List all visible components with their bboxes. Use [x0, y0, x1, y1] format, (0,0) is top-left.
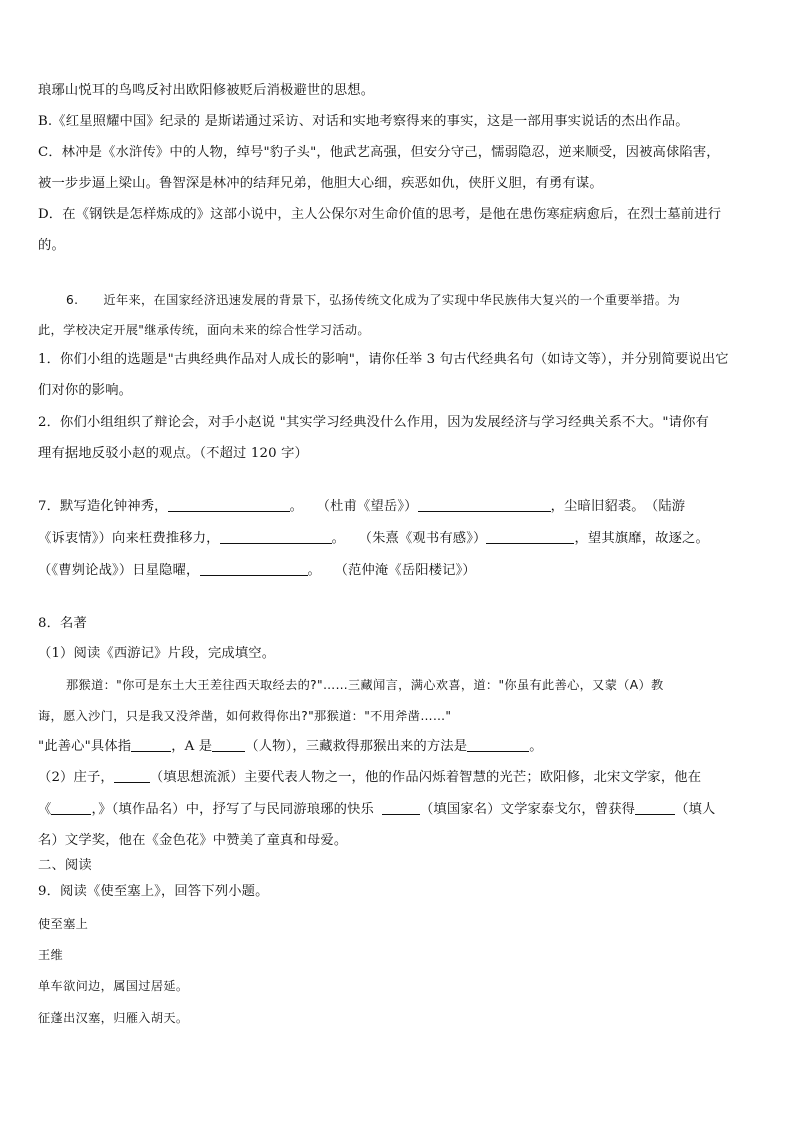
q7-row1-tail: ，尘暗旧貂裘。 （陆游 — [550, 499, 686, 514]
q8-blank-shanxin[interactable] — [131, 737, 171, 752]
q8-part2-prompt-b: （填思想流派）主要代表人物之一，他的作品闪烁着智慧的光芒；欧阳修，北宋文学家，他在 — [149, 770, 702, 785]
q6-item1-line2: 们对你的影响。 — [38, 383, 133, 398]
q7-row1-source: 。 （杜甫《望岳》） — [289, 499, 418, 514]
q8-part2-line2 — [38, 800, 715, 820]
q5-option-a-end: 琅琊山悦耳的鸟鸣反衬出欧阳修被贬后消极避世的思想。 — [38, 83, 375, 98]
poem-line-2: 征蓬出汉塞，归雁入胡天。 — [38, 1011, 189, 1025]
q7-row1-prompt: 7．默写造化钟神秀， — [38, 499, 168, 514]
q5-option-c-line2: 被一步步逼上梁山。鲁智深是林冲的结拜兄弟，他胆大心细，疾恶如仇，侠肝义胆，有勇有谋。 — [38, 176, 603, 191]
q5-option-d-line2: 的。 — [38, 238, 65, 253]
q8-part2-prompt-d: ，》（填作品名）中，抒写了与民同游琅琊的快乐 — [91, 802, 374, 817]
q7-row3-source: 。 （范仲淹《岳阳楼记》） — [307, 563, 476, 578]
q6-item1-line1: 1．你们小组的选题是"古典经典作品对人成长的影响"，请你任举 3 句古代经典名句（如诗文等），并分别简要说出它 — [38, 352, 729, 367]
q7-blank-5[interactable] — [200, 561, 308, 576]
poem-author: 王维 — [38, 948, 64, 962]
q6-intro-line1: 6. 近年来，在国家经济迅速发展的背景下，弘扬传统文化成为了实现中华民族伟大复兴的一个重要举措。为 — [66, 293, 681, 307]
q7-row3 — [38, 561, 476, 581]
q7-row2-source: 。 （朱熹《观书有感》） — [331, 531, 487, 546]
q5-option-c-line1: C．林冲是《水浒传》中的人物，绰号"豹子头"，他武艺高强，但安分守己，懦弱隐忍，逆来顺受，因被高俅陷害， — [38, 145, 720, 160]
q7-blank-1[interactable] — [168, 497, 290, 512]
q8-part2-prompt-e: （填国家名）文学家泰戈尔，曾获得 — [419, 802, 636, 817]
q8-part2-prompt-f: （填人 — [675, 802, 716, 817]
q7-row3-prompt: （《曹刿论战》）日星隐曜， — [38, 563, 200, 578]
q7-blank-3[interactable] — [220, 529, 332, 544]
q6-intro-line2: 此，学校决定开展"继承传统，面向未来的综合性学习活动。 — [38, 323, 370, 337]
q8-fill-prompt-d: 。 — [529, 739, 543, 754]
q5-option-b: B.《红星照耀中国》纪录的 是斯诺通过采访、对话和实地考察得来的事实，这是一部用事实说话的杰出作品。 — [38, 114, 689, 129]
q8-part2-line3: 名）文学奖，他在《金色花》中赞美了童真和母爱。 — [38, 833, 348, 848]
q8-blank-prize[interactable] — [635, 800, 675, 815]
q6-item2-line2: 理有据地反驳小赵的观点。（不超过 120 字） — [38, 446, 308, 461]
poem-title: 使至塞上 — [38, 917, 89, 931]
q8-excerpt-line2: 诲，愿入沙门，只是我又没斧凿，如何救得你出?"那猴道："不用斧凿……" — [38, 709, 452, 723]
q8-blank-a-person[interactable] — [212, 737, 245, 752]
q8-part2-prompt-a: （2）庄子， — [38, 770, 114, 785]
q7-row2-prompt: 《诉衷情》）向来枉费推移力， — [38, 531, 220, 546]
q8-part1-heading: （1）阅读《西游记》片段，完成填空。 — [38, 646, 276, 661]
q8-fill-prompt-b: ，A 是 — [171, 739, 213, 754]
q7-row2 — [38, 529, 709, 549]
q8-blank-work[interactable] — [51, 800, 91, 815]
q7-row2-tail: ，望其旗靡，故逐之。 — [574, 531, 709, 546]
q8-fill-prompt-c: （人物），三藏救得那猴出来的方法是 — [245, 739, 468, 754]
q7-row1 — [38, 497, 685, 517]
q7-blank-2[interactable] — [418, 497, 551, 512]
q8-part2-line1 — [38, 768, 701, 788]
q8-title: 8．名著 — [38, 616, 87, 631]
q9-prompt: 9．阅读《使至塞上》，回答下列小题。 — [38, 884, 269, 899]
q7-blank-4[interactable] — [486, 529, 574, 544]
q8-fill-prompt-a: "此善心"具体指 — [38, 739, 132, 754]
q6-item2-line1: 2．你们小组组织了辩论会，对手小赵说 "其实学习经典没什么作用，因为发展经济与学习经典关系不大。"请你有 — [38, 415, 709, 430]
section-heading-reading: 二、阅读 — [38, 858, 92, 873]
q5-option-d-line1: D．在《钢铁是怎样炼成的》这部小说中，主人公保尔对生命价值的思考，是他在患伤寒症病愈后，在烈士墓前进行 — [38, 207, 722, 222]
q8-part1-fill — [38, 737, 543, 757]
q8-blank-country[interactable] — [382, 800, 420, 815]
q8-part2-prompt-c: 《 — [38, 802, 52, 817]
q8-blank-school[interactable] — [114, 768, 150, 783]
poem-line-1: 单车欲问边，属国过居延。 — [38, 979, 189, 993]
q8-blank-method[interactable] — [467, 737, 529, 752]
q8-excerpt-line1: 那猴道："你可是东土大王差往西天取经去的?"……三藏闻言，满心欢喜，道："你虽有此善心，又蒙（A）教 — [66, 678, 664, 692]
